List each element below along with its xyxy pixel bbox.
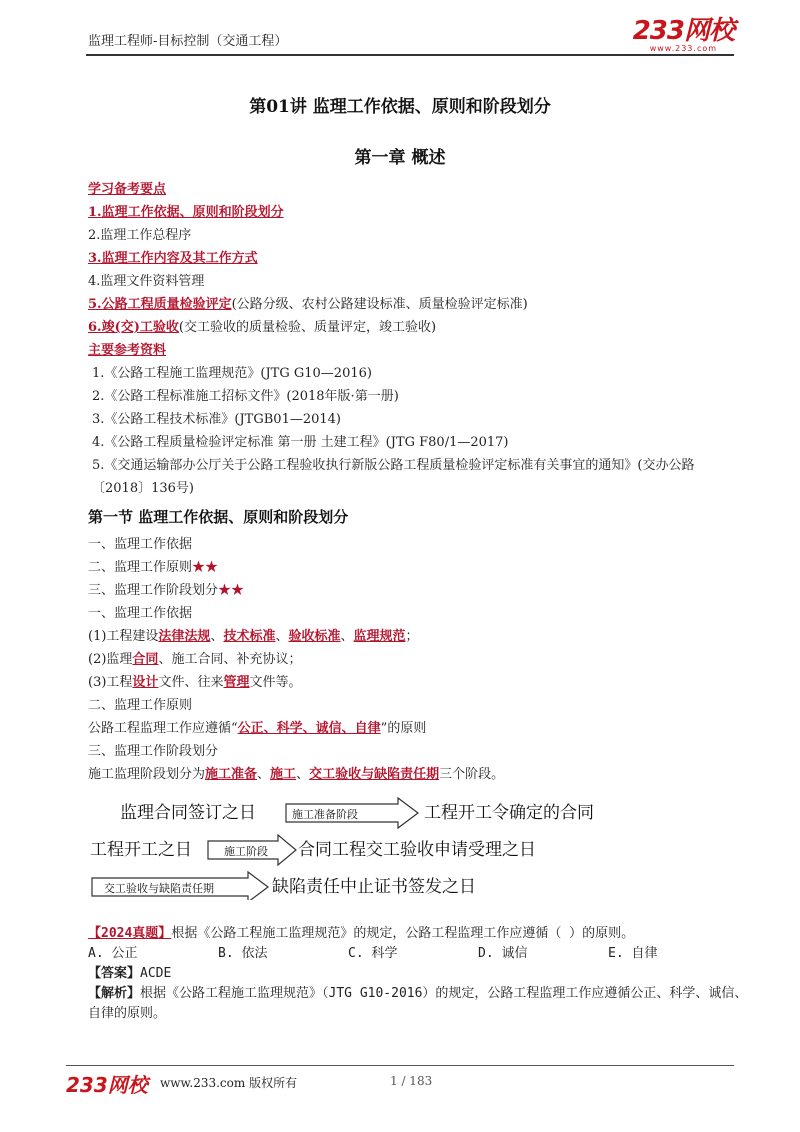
basis-line-1	[88, 625, 738, 648]
outline-1: 一、监理工作依据	[88, 537, 193, 552]
exam-question-text: 根据《公路工程施工监理规范》的规定，公路工程监理工作应遵循（ ）的原则。	[171, 926, 635, 941]
flow-row-3-end: 缺陷责任中止证书签发之日	[272, 877, 476, 897]
star-rating: ★★	[218, 583, 245, 598]
flow-row-1-end: 工程开工令确定的合同	[424, 803, 594, 823]
analysis-text: 根据《公路工程施工监理规范》（JTG G10-2016）的规定，公路工程监理工作应遵循公正、科学、诚信、自律的原则。	[88, 986, 748, 1021]
outline-2-text: 二、监理工作原则	[88, 560, 193, 575]
highlight-term: 监理规范	[353, 629, 406, 644]
highlight-term: 管理	[223, 675, 250, 690]
study-point-2: 2.监理工作总程序	[88, 228, 192, 243]
answer-label: 【答案】	[88, 966, 141, 981]
basis-text: 、施工合同、补充协议；	[158, 652, 302, 667]
study-point-6-note: (交工验收的质量检验、质量评定，竣工验收)	[178, 320, 437, 335]
outline-2	[88, 556, 738, 579]
option-c[interactable]: C. 科学	[348, 946, 398, 961]
highlight-term: 法律法规	[158, 629, 211, 644]
basis-line-2	[88, 648, 738, 671]
sep: 、	[340, 629, 354, 644]
study-point-3[interactable]: 3.监理工作内容及其工作方式	[88, 251, 258, 266]
study-point-5	[88, 293, 738, 316]
stage-pre: 施工监理阶段划分为	[88, 767, 206, 782]
footer-logo[interactable]: 233网校	[66, 1073, 148, 1097]
principle-post: ”的原则	[380, 721, 427, 736]
basis-line-3	[88, 671, 738, 694]
exam-tag: 【2024真题】	[88, 926, 172, 941]
stage-heading: 三、监理工作阶段划分	[88, 744, 219, 759]
flow-row-2-end: 合同工程交工验收申请受理之日	[298, 840, 536, 860]
reference-5: 5.《交通运输部办公厅关于公路工程验收执行新版公路工程质量检验评定标准有关事宜的通知》(交办公路〔2018〕136号)	[92, 458, 695, 496]
study-point-5-link[interactable]: 5.公路工程质量检验评定	[88, 297, 232, 312]
flow-row-1-arrow-label: 施工准备阶段	[292, 808, 358, 821]
option-d[interactable]: D. 诚信	[478, 946, 528, 961]
flow-row-1	[120, 798, 594, 828]
flow-row-2-arrow-label: 施工阶段	[224, 845, 268, 858]
highlight-term: 合同	[132, 652, 159, 667]
stage-flow-diagram	[90, 796, 650, 900]
reference-3: 3.《公路工程技术标准》(JTGB01—2014)	[92, 412, 341, 427]
sep: 、	[275, 629, 289, 644]
footer-copyright: www.233.com 版权所有	[160, 1076, 298, 1090]
content-body	[88, 178, 738, 786]
study-point-5-note: (公路分级、农村公路建设标准、质量检验评定标准)	[231, 297, 528, 312]
logo-text: 233网校	[632, 16, 734, 46]
sep: 、	[210, 629, 224, 644]
basis-heading: 一、监理工作依据	[88, 606, 193, 621]
highlight-term: 交工验收与缺陷责任期	[309, 767, 440, 782]
page-number: 1 / 183	[390, 1074, 433, 1088]
sep: 、	[257, 767, 271, 782]
principle-pre: 公路工程监理工作应遵循“	[88, 721, 238, 736]
study-point-6-link[interactable]: 6.竣(交)工验收	[88, 320, 179, 335]
flow-row-2	[90, 835, 536, 865]
reference-4: 4.《公路工程质量检验评定标准 第一册 土建工程》(JTG F80/1—2017)	[92, 435, 509, 450]
principle-text	[88, 717, 738, 740]
study-point-1[interactable]: 1.监理工作依据、原则和阶段划分	[88, 205, 284, 220]
option-e[interactable]: E. 自律	[608, 946, 658, 961]
references-heading: 主要参考资料	[88, 343, 167, 358]
footer-divider	[66, 1065, 734, 1066]
basis-text: (1)工程建设	[88, 629, 159, 644]
basis-text: (3)工程	[88, 675, 133, 690]
basis-text: ；	[405, 629, 419, 644]
logo-url: www.233.com	[649, 44, 718, 53]
outline-3	[88, 579, 738, 602]
exam-question	[88, 924, 748, 944]
stage-text	[88, 763, 738, 786]
lecture-title: 第01讲 监理工作依据、原则和阶段划分	[249, 97, 551, 117]
study-points-heading: 学习备考要点	[88, 182, 167, 197]
highlight-term: 设计	[132, 675, 159, 690]
principle-heading: 二、监理工作原则	[88, 698, 193, 713]
header-title: 监理工程师-目标控制（交通工程）	[88, 34, 288, 49]
study-point-4: 4.监理文件资料管理	[88, 274, 205, 289]
exam-options	[88, 944, 748, 964]
exam-block	[88, 924, 748, 1024]
analysis-label: 【解析】	[88, 986, 141, 1001]
flow-row-3-arrow-label: 交工验收与缺陷责任期	[104, 882, 214, 895]
highlight-term: 验收标准	[288, 629, 341, 644]
basis-text: 文件等。	[249, 675, 302, 690]
flow-row-3	[92, 872, 476, 900]
section-title: 第一节 监理工作依据、原则和阶段划分	[88, 508, 349, 526]
exam-analysis	[88, 984, 748, 1024]
option-a[interactable]: A. 公正	[88, 946, 138, 961]
sep: 、	[296, 767, 310, 782]
exam-answer	[88, 964, 748, 984]
highlight-term: 施工准备	[205, 767, 258, 782]
flow-row-1-start: 监理合同签订之日	[120, 803, 256, 823]
chapter-title: 第一章 概述	[354, 148, 446, 168]
star-rating: ★★	[192, 560, 219, 575]
highlight-term: 公正、科学、诚信、自律	[237, 721, 381, 736]
study-point-6	[88, 316, 738, 339]
flow-row-2-start: 工程开工之日	[90, 840, 192, 860]
outline-3-text: 三、监理工作阶段划分	[88, 583, 219, 598]
stage-post: 三个阶段。	[439, 767, 505, 782]
highlight-term: 技术标准	[223, 629, 276, 644]
reference-1: 1.《公路工程施工监理规范》(JTG G10—2016)	[92, 366, 372, 381]
highlight-term: 施工	[270, 767, 297, 782]
basis-text: 文件、往来	[158, 675, 224, 690]
basis-text: (2)监理	[88, 652, 133, 667]
header-divider	[86, 54, 734, 56]
brand-logo[interactable]	[633, 18, 734, 53]
option-b[interactable]: B. 依法	[218, 946, 268, 961]
reference-2: 2.《公路工程标准施工招标文件》(2018年版·第一册)	[92, 389, 399, 404]
answer-value: ACDE	[140, 966, 172, 981]
